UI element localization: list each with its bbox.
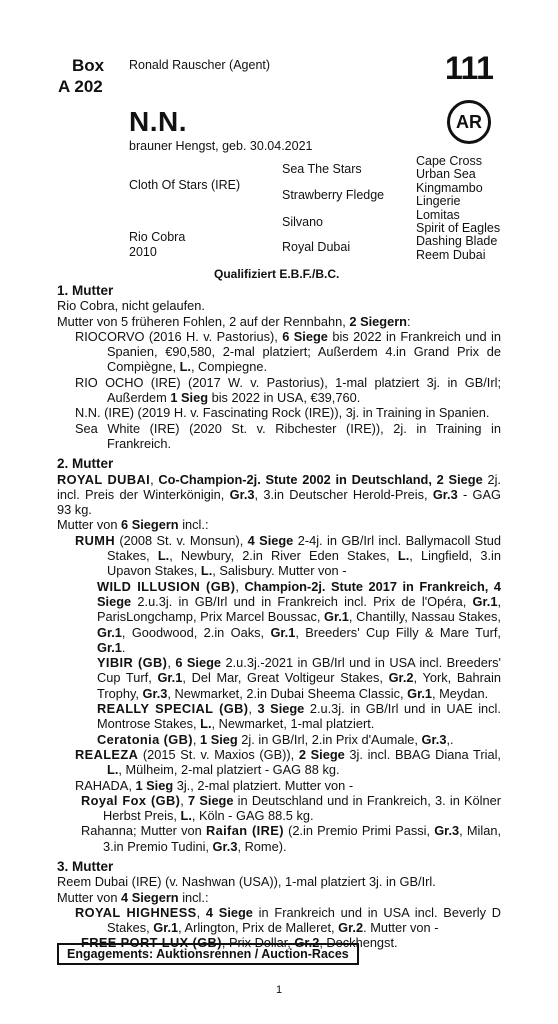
produce-entry: ROYAL HIGHNESS, 4 Siege in Frankreich und in USA incl. Beverly D Stakes, Gr.1, Arlington, Prix de Malleret, Gr.2. Mutter von - (75, 904, 501, 936)
pedigree-dam-year: 2010 (129, 245, 157, 259)
box-number: A 202 (58, 77, 103, 96)
pedigree-sire-sire: Sea The Stars (282, 162, 362, 176)
section-heading-first-dam: 1. Mutter (57, 283, 114, 298)
horse-name: N.N. (129, 106, 187, 137)
engagements-box: Engagements: Auktionsrennen / Auction-Races (57, 943, 359, 965)
produce-entry: YIBIR (GB), 6 Siege 2.u.3j.-2021 in GB/Irl und in USA incl. Breeders' Cup Turf, Gr.1, Del Mar, Great Voltigeur Stakes, Gr.2, York, Bahrain Trophy, Gr.3, Newmarket, 2.in Dubai Sheema Classic, Gr.1, Meydan. (97, 655, 501, 701)
pedigree-gen3-item: Cape Cross (416, 154, 482, 168)
qualification: Qualifiziert E.B.F./B.C. (214, 267, 340, 281)
lot-number: 111 (445, 50, 494, 86)
pedigree-gen3-item: Urban Sea (416, 167, 476, 182)
pedigree-gen3-item: Dashing Blade (416, 234, 498, 249)
produce-entry: Royal Fox (GB), 7 Siege in Deutschland und in Frankreich, 3. in Kölner Herbst Preis, L., Köln - GAG 88.5 kg. (81, 792, 502, 824)
pedigree-gen3-item: Kingmambo (416, 180, 483, 195)
page-number: 1 (275, 984, 283, 996)
pedigree-third-generation (416, 155, 500, 262)
box-label: Box (72, 56, 105, 75)
produce-entry: FREE PORT LUX (GB), Prix Dollar, Gr.2, Deckhengst. (81, 935, 398, 951)
paragraph: Mutter von 6 Siegern incl.: (57, 517, 209, 533)
pedigree-dam-sire: Silvano (282, 215, 323, 229)
section-heading-third-dam: 3. Mutter (57, 858, 114, 874)
pedigree-gen3-item: Spirit of Eagles (416, 221, 501, 236)
paragraph: Rio Cobra, nicht gelaufen. (57, 298, 205, 314)
ar-badge-label: AR (456, 111, 482, 132)
ar-badge-icon (447, 100, 491, 144)
pedigree-dam: Rio Cobra (129, 230, 186, 244)
produce-entry: RIO OCHO (IRE) (2017 W. v. Pastorius), 1-mal platziert 3j. in GB/Irl; Außerdem 1 Sieg bis 2022 in USA, €39,760. (75, 374, 501, 406)
pedigree-dam-dam: Royal Dubai (282, 240, 351, 254)
paragraph: ROYAL DUBAI, Co-Champion-2j. Stute 2002 in Deutschland, 2 Siege 2j. incl. Preis der Winterkönigin, Gr.3, 3.in Deutscher Herold-Preis, Gr.3 - GAG 93 kg. (57, 471, 501, 518)
produce-entry: Rahanna; Mutter von Raifan (IRE) (2.in Premio Primi Passi, Gr.3, Milan, 3.in Premio Tudini, Gr.3, Rome). (81, 823, 501, 854)
produce-entry: REALLY SPECIAL (GB), 3 Siege 2.u.3j. in GB/Irl und in UAE incl. Montrose Stakes, L., Newmarket, 1-mal platziert. (97, 701, 501, 732)
section-heading-second-dam: 2. Mutter (57, 456, 114, 472)
agent-name: Ronald Rauscher (Agent) (129, 58, 271, 72)
catalogue-body (57, 283, 501, 951)
pedigree-gen3-item: Lingerie (416, 194, 461, 209)
pedigree-gen3-item: Reem Dubai (416, 247, 486, 262)
pedigree-sire: Cloth Of Stars (IRE) (129, 178, 241, 192)
produce-entry: N.N. (IRE) (2019 H. v. Fascinating Rock (IRE)), 3j. in Training in Spanien. (75, 405, 490, 421)
produce-entry: RUMH (2008 St. v. Monsun), 4 Siege 2-4j. in GB/Irl incl. Ballymacoll Stud Stakes, L., Newbury, 2.in River Eden Stakes, L., Lingfield, 3.in Upavon Stakes, L., Salisbury. Mutter von - (75, 532, 501, 579)
paragraph: Mutter von 4 Siegern incl.: (57, 889, 209, 905)
pedigree-sire-dam: Strawberry Fledge (282, 188, 385, 202)
horse-description: brauner Hengst, geb. 30.04.2021 (129, 139, 313, 153)
produce-entry: RAHADA, 1 Sieg 3j., 2-mal platziert. Mutter von - (75, 777, 354, 793)
produce-entry: WILD ILLUSION (GB), Champion-2j. Stute 2017 in Frankreich, 4 Siege 2.u.3j. in GB/Irl und in Frankreich incl. Prix de l'Opéra, Gr.1, ParisLongchamp, Prix Marcel Boussac, Gr.1, Chantilly, Nassau Stakes, Gr.1, Goodwood, 2.in Oaks, Gr.1, Breeders' Cup Filly & Mare Turf, Gr.1. (97, 578, 501, 655)
paragraph: Mutter von 5 früheren Fohlen, 2 auf der Rennbahn, 2 Siegern: (57, 313, 411, 329)
paragraph: Reem Dubai (IRE) (v. Nashwan (USA)), 1-mal platziert 3j. in GB/Irl. (57, 874, 436, 890)
produce-entry: Sea White (IRE) (2020 St. v. Ribchester (IRE)), 2j. in Training in Frankreich. (75, 420, 501, 451)
produce-entry: Ceratonia (GB), 1 Sieg 2j. in GB/Irl, 2.in Prix d'Aumale, Gr.3,. (97, 731, 454, 747)
pedigree-gen3-item: Lomitas (416, 207, 460, 222)
produce-entry: REALEZA (2015 St. v. Maxios (GB)), 2 Siege 3j. incl. BBAG Diana Trial, L., Mülheim, 2-mal platziert - GAG 88 kg. (75, 746, 501, 778)
produce-entry: RIOCORVO (2016 H. v. Pastorius), 6 Siege bis 2022 in Frankreich und in Spanien, €90,580, 2-mal platziert; Außerdem 4.in Grand Prix de Compiègne, L., Compiegne. (75, 328, 501, 375)
